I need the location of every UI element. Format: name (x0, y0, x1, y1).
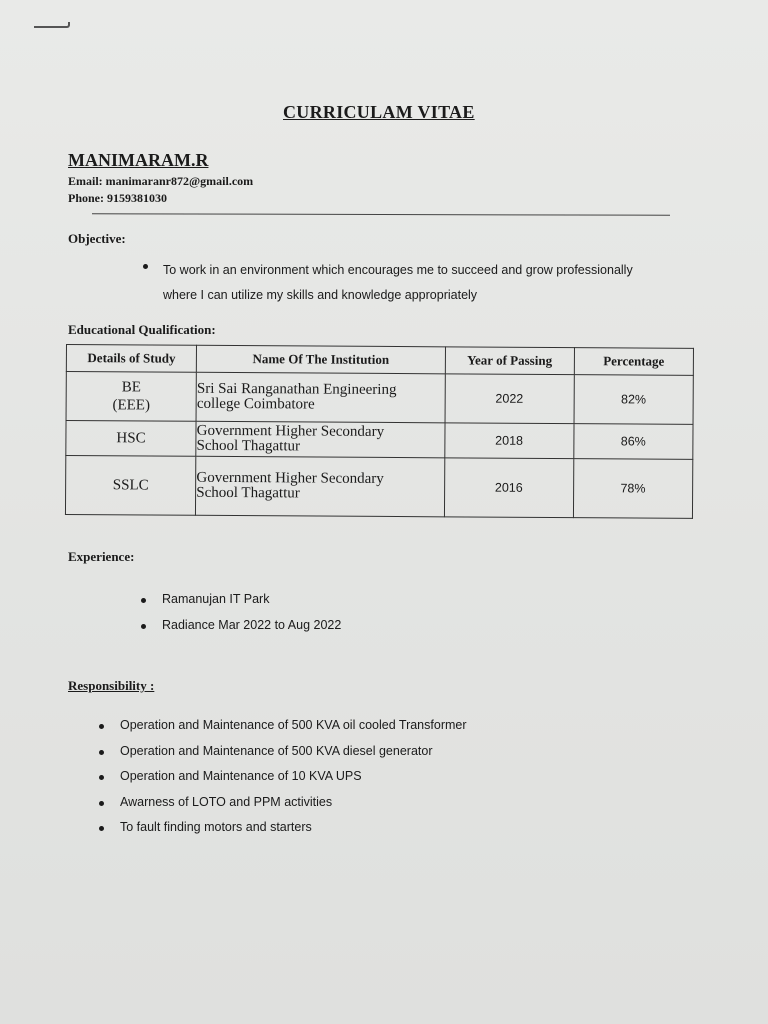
column-header: Details of Study (66, 345, 196, 373)
percentage-cell: 78% (573, 459, 693, 519)
list-item (162, 592, 341, 618)
institution-cell (196, 456, 445, 517)
bullet-icon (99, 775, 104, 780)
table-row (65, 456, 692, 519)
pen-mark (34, 22, 70, 28)
objective-line-2: where I can utilize my skills and knowledge appropriately (163, 288, 478, 302)
header-divider (92, 213, 670, 216)
study-cell (66, 421, 196, 457)
list-item (162, 618, 341, 644)
column-header: Name Of The Institution (197, 345, 446, 374)
bullet-icon (141, 624, 146, 629)
bullet-icon (99, 826, 104, 831)
column-header: Percentage (574, 348, 693, 376)
study-cell (66, 372, 197, 422)
list-item (120, 769, 467, 795)
institution-line: School Thagattur (196, 484, 300, 502)
education-heading: Educational Qualification: (68, 322, 216, 337)
experience-item: Ramanujan IT Park (162, 592, 270, 606)
table-header-row (66, 345, 693, 376)
responsibility-list (120, 718, 467, 846)
list-item (120, 820, 467, 846)
objective-line-1: To work in an environment which encourages me to succeed and grow professionally (163, 263, 633, 277)
institution-line: Sri Sai Ranganathan Engineering (196, 380, 397, 399)
year-cell: 2022 (445, 374, 575, 424)
study-name: BE (121, 379, 141, 396)
percentage-cell: 86% (574, 424, 693, 460)
bullet-icon (99, 724, 104, 729)
objective-text (163, 258, 703, 308)
responsibility-item: Operation and Maintenance of 10 KVA UPS (120, 769, 362, 783)
bullet-icon (143, 264, 148, 269)
document-title: CURRICULAM VITAE (283, 102, 475, 122)
candidate-name: MANIMARAM.R (68, 150, 209, 170)
institution-line: Government Higher Secondary (196, 469, 384, 487)
institution-cell (196, 421, 445, 458)
experience-list (162, 592, 341, 644)
bullet-icon (141, 598, 146, 603)
responsibility-item: Awarness of LOTO and PPM activities (120, 794, 333, 809)
bullet-icon (99, 801, 104, 806)
study-name: SSLC (112, 477, 149, 494)
study-branch: (EEE) (112, 397, 151, 414)
education-table (65, 344, 694, 519)
institution-line: college Coimbatore (196, 395, 315, 413)
responsibility-item: To fault finding motors and starters (120, 820, 312, 834)
study-name: HSC (116, 430, 146, 447)
year-cell: 2018 (444, 423, 573, 459)
responsibility-item: Operation and Maintenance of 500 KVA diesel generator (120, 743, 433, 758)
table-row (66, 421, 693, 460)
list-item (120, 744, 467, 770)
institution-line: School Thagattur (196, 437, 301, 455)
year-cell: 2016 (444, 458, 574, 518)
experience-heading: Experience: (68, 549, 135, 564)
phone-line: Phone: 9159381030 (68, 191, 167, 205)
column-header: Year of Passing (445, 347, 574, 375)
study-cell (65, 456, 196, 516)
institution-cell (196, 372, 445, 423)
bullet-icon (99, 750, 104, 755)
experience-item: Radiance Mar 2022 to Aug 2022 (162, 618, 342, 632)
objective-heading: Objective: (68, 231, 126, 246)
responsibility-heading: Responsibility : (68, 678, 155, 693)
institution-line: Government Higher Secondary (196, 422, 385, 440)
list-item (120, 718, 467, 744)
email-line: Email: manimaranr872@gmail.com (68, 174, 254, 188)
table-row (66, 372, 693, 425)
list-item (120, 795, 467, 821)
responsibility-item: Operation and Maintenance of 500 KVA oil cooled Transformer (120, 718, 467, 732)
percentage-cell: 82% (574, 375, 694, 425)
